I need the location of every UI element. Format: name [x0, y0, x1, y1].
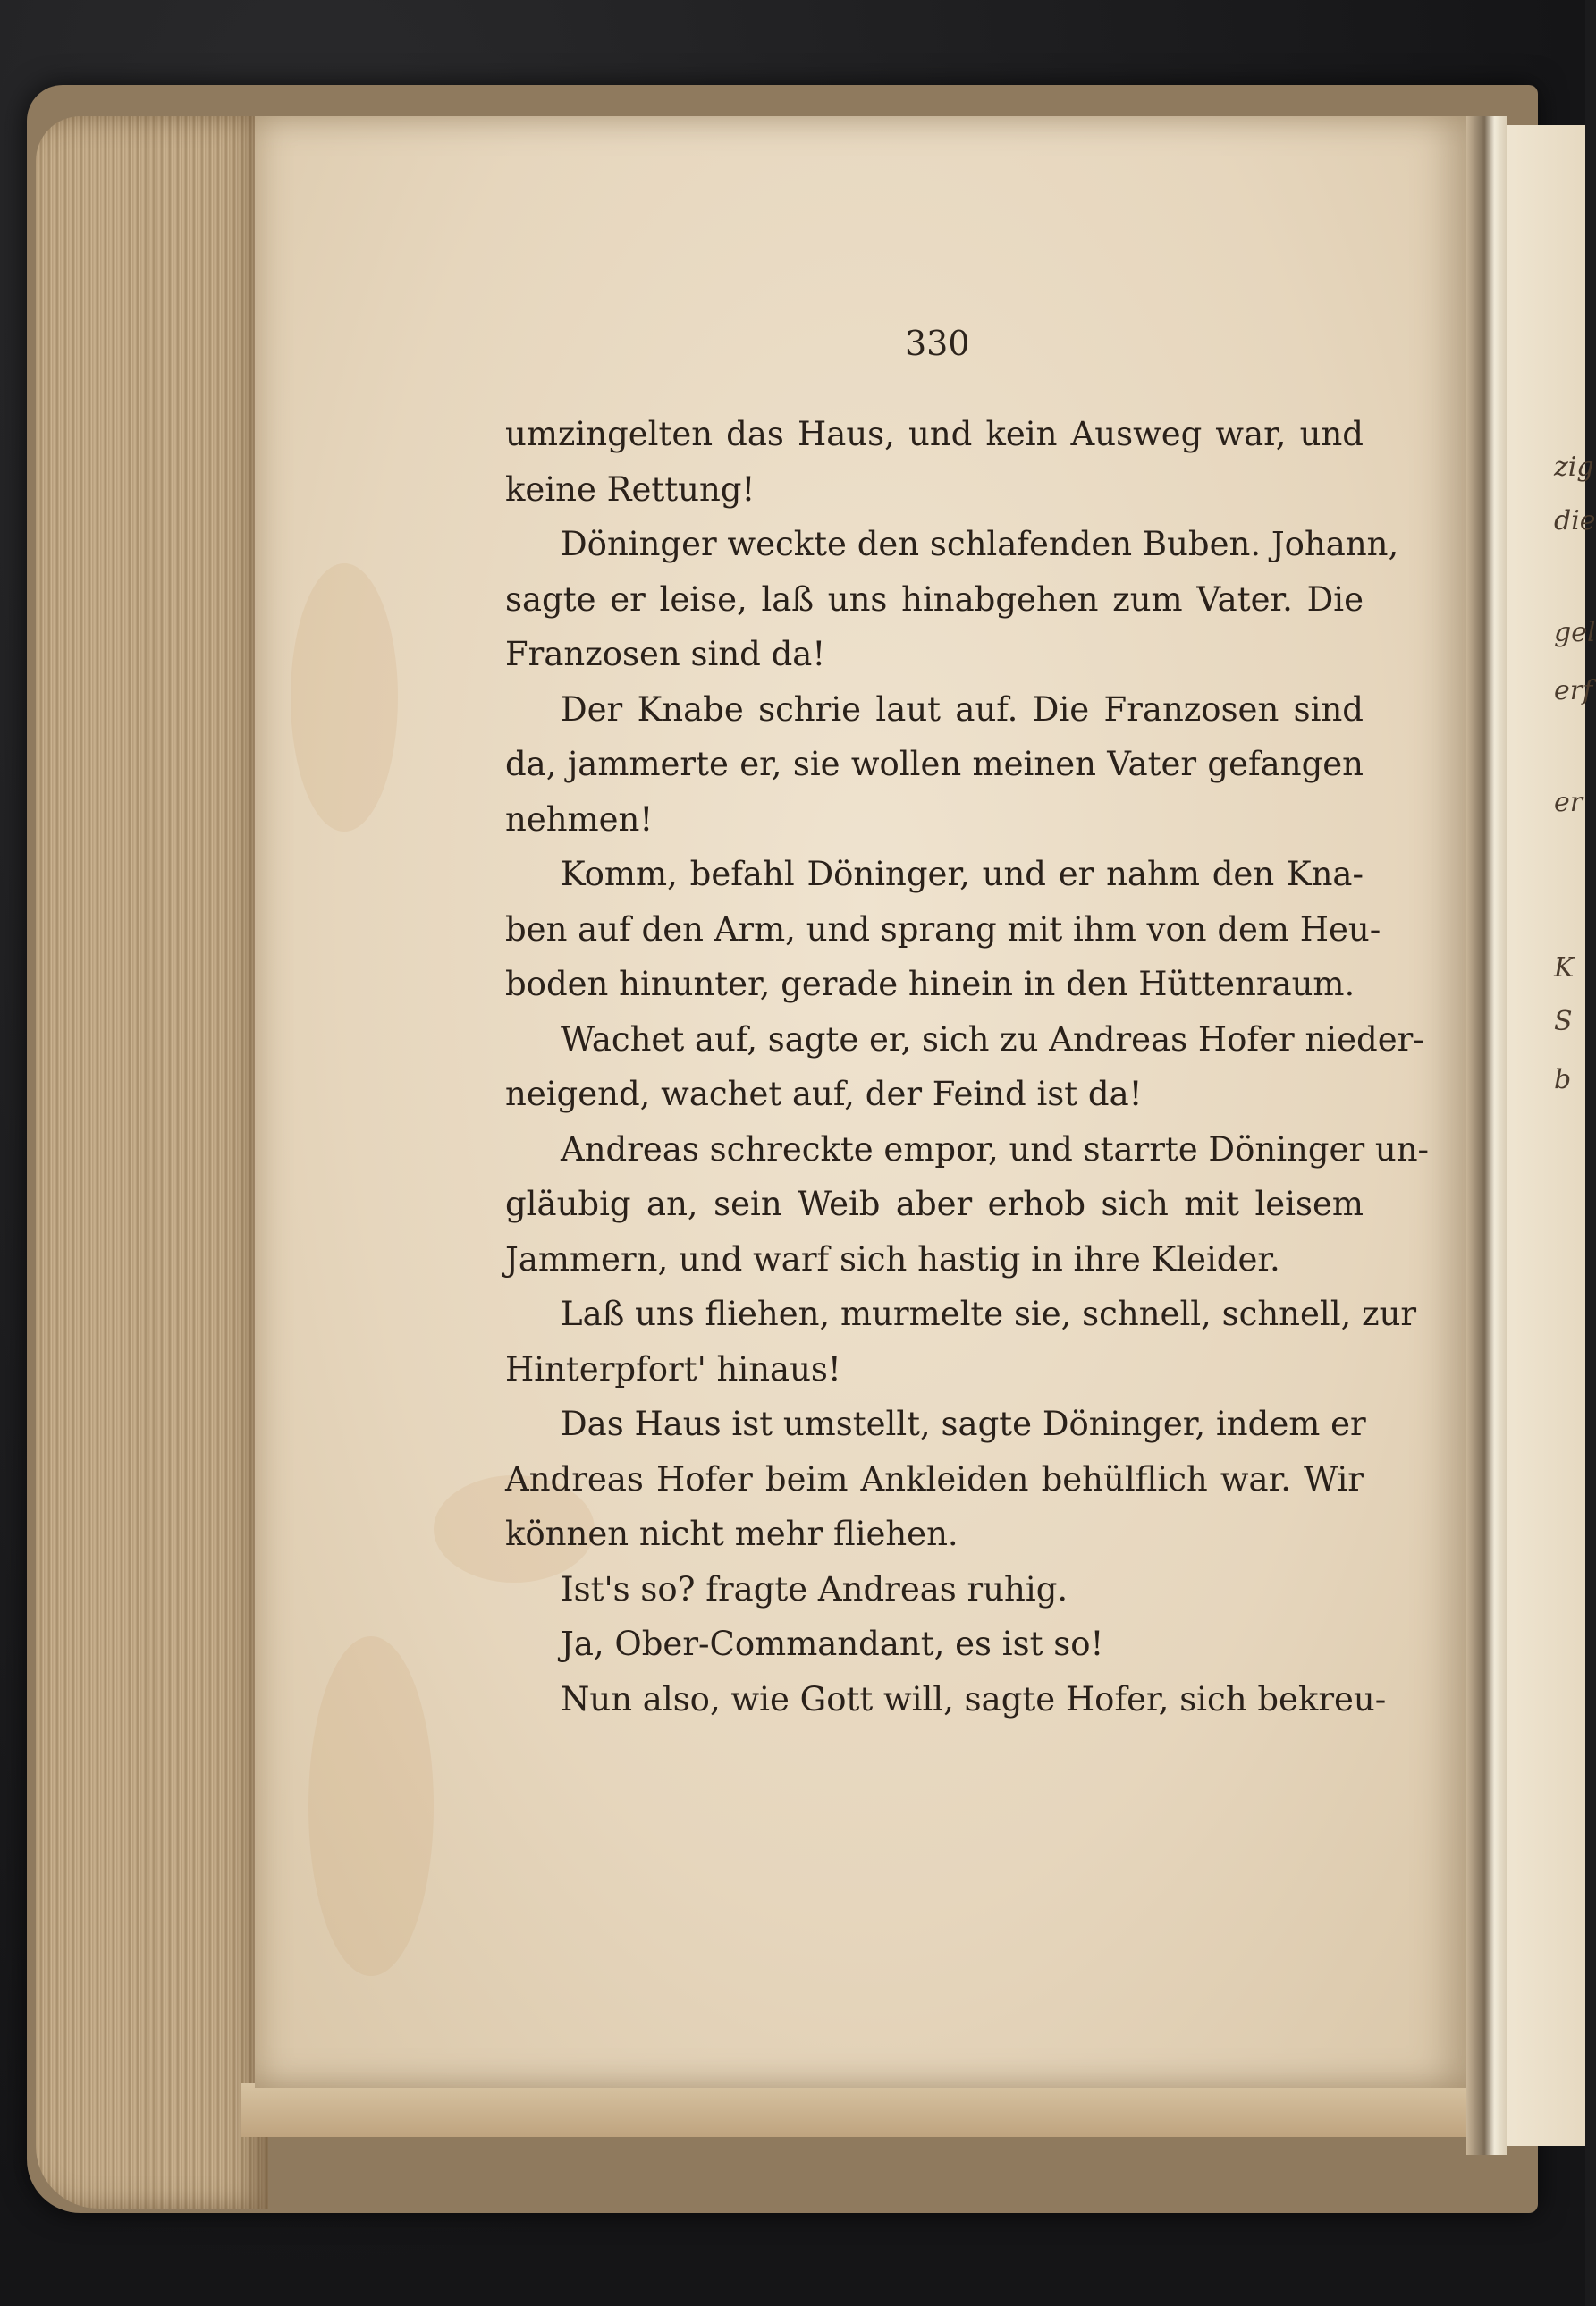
text-line: neigend, wachet auf, der Feind ist da! [505, 1075, 1143, 1113]
text-line: können nicht mehr fliehen. [505, 1515, 958, 1553]
facing-text-fragment: erf [1554, 675, 1593, 706]
text-line: Nun also, wie Gott will, sagte Hofer, sich bekreu- [561, 1679, 1387, 1719]
facing-page [1507, 125, 1585, 2146]
book-gutter [1466, 116, 1507, 2155]
text-line: sagte er leise, laß uns hinabgehen zum Vater. Die [505, 579, 1364, 619]
text-line: Ja, Ober-Commandant, es ist so! [561, 1625, 1104, 1663]
text-line: Ist's so? fragte Andreas ruhig. [561, 1569, 1068, 1609]
text-line: boden hinunter, gerade hinein in den Hüttenraum. [505, 965, 1355, 1003]
facing-text-fragment: er [1554, 787, 1583, 818]
text-line: Das Haus ist umstellt, sagte Döninger, indem er [561, 1405, 1366, 1443]
facing-text-fragment: gel [1554, 617, 1596, 648]
text-line: Döninger weckte den schlafenden Buben. Johann, [561, 525, 1399, 563]
text-line: gläubig an, sein Weib aber erhob sich mit leisem [505, 1185, 1364, 1223]
page-body-text [505, 407, 1430, 1727]
text-line: Laß uns fliehen, murmelte sie, schnell, schnell, zur [561, 1295, 1417, 1333]
text-line: Franzosen sind da! [505, 635, 826, 673]
text-line: Andreas Hofer beim Ankleiden behülflich war. Wir [505, 1459, 1364, 1499]
text-line: Hinterpfort' hinaus! [505, 1349, 841, 1389]
text-line: Andreas schreckte empor, und starrte Döninger un- [561, 1129, 1430, 1169]
stain [291, 563, 398, 832]
facing-text-fragment: b [1554, 1064, 1572, 1095]
text-line: Der Knabe schrie laut auf. Die Franzosen sind [561, 689, 1364, 729]
page-edges [36, 116, 268, 2209]
page-bottom-edge [241, 2083, 1489, 2137]
text-line: Jammern, und warf sich hastig in ihre Kleider. [505, 1239, 1280, 1279]
facing-text-fragment: die [1554, 505, 1596, 536]
stain [308, 1636, 434, 1976]
facing-text-fragment: S [1554, 1006, 1573, 1037]
text-line: nehmen! [505, 799, 654, 839]
page-number: 330 [905, 324, 970, 363]
text-line: umzingelten das Haus, und kein Ausweg war, und [505, 415, 1364, 453]
text-line: Komm, befahl Döninger, und er nahm den Kna- [561, 855, 1364, 893]
text-line: keine Rettung! [505, 469, 756, 509]
facing-text-fragment: zig [1554, 452, 1594, 483]
text-line: ben auf den Arm, und sprang mit ihm von dem Heu- [505, 909, 1381, 949]
text-line: Wachet auf, sagte er, sich zu Andreas Hofer nieder- [561, 1019, 1424, 1059]
text-line: da, jammerte er, sie wollen meinen Vater gefangen [505, 745, 1364, 783]
facing-text-fragment: K [1554, 952, 1575, 984]
